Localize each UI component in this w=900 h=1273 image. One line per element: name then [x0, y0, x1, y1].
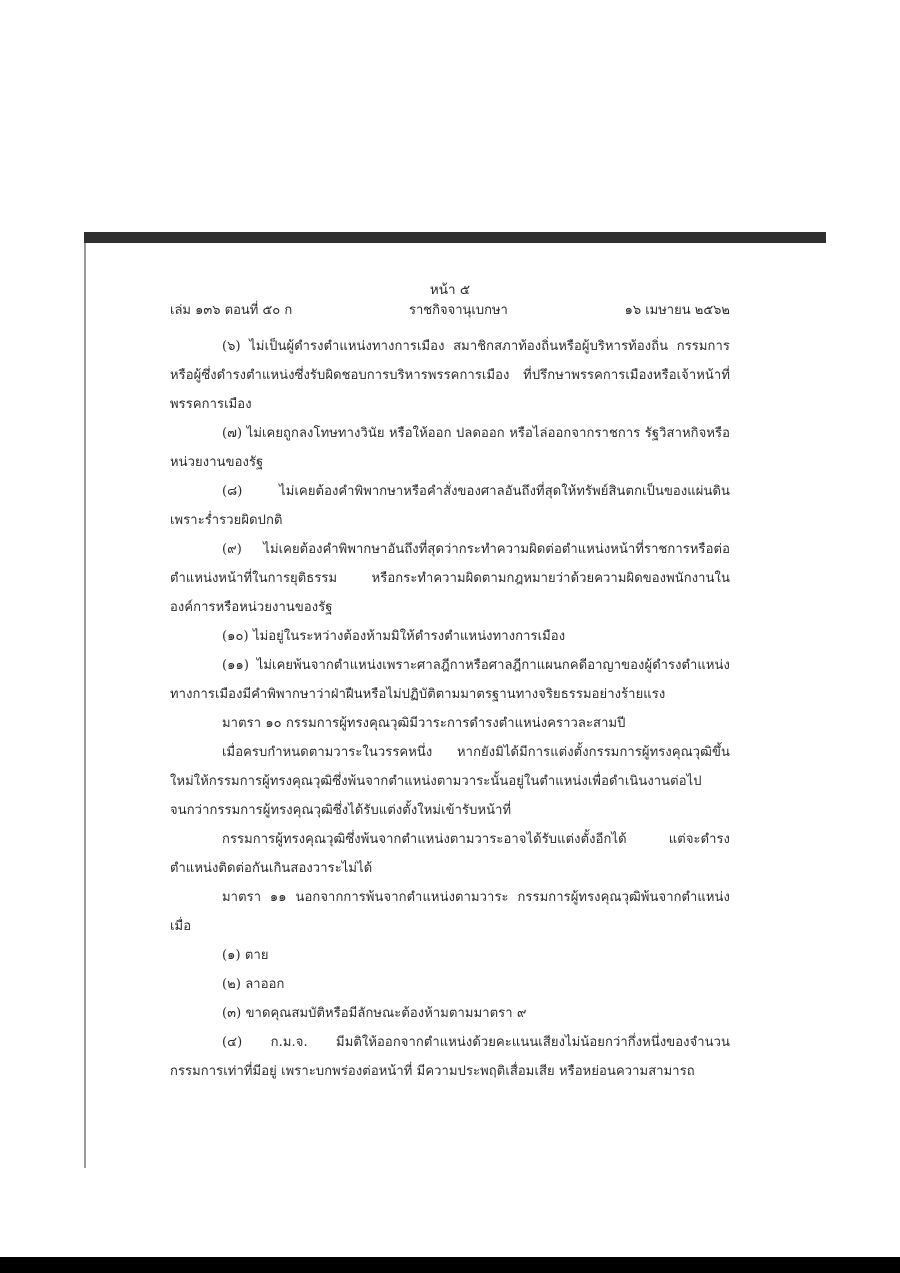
- gazette-name: ราชกิจจานุเบกษา: [409, 303, 508, 318]
- page-number: หน้า ๕: [429, 282, 471, 298]
- volume-issue: เล่ม ๑๓๖ ตอนที่ ๕๐ ก: [170, 303, 293, 318]
- bottom-scan-border: [0, 1257, 900, 1273]
- clause-11: (๑๑) ไม่เคยพ้นจากตำแหน่งเพราะศาลฎีกาหรือศาลฎีกาแผนกคดีอาญาของผู้ดำรงตำแหน่งทางการเมืองมีคำพิพากษาว่าฝ่าฝืนหรือไม่ปฏิบัติตามมาตรฐานทางจริยธรรมอย่างร้ายแรง: [170, 658, 730, 702]
- publication-date: ๑๖ เมษายน ๒๕๖๒: [624, 303, 730, 318]
- section-11-item-1: (๑) ตาย: [222, 948, 269, 963]
- clause-9: (๙) ไม่เคยต้องคำพิพากษาอันถึงที่สุดว่ากระทำความผิดต่อตำแหน่งหน้าที่ราชการหรือต่อตำแหน่งหน้าที่ในการยุติธรรม หรือกระทำความผิดตามกฎหมายว่าด้วยความผิดของพนักงานในองค์การหรือหน่วยงานของรัฐ: [170, 542, 730, 615]
- clause-10: (๑๐) ไม่อยู่ในระหว่างต้องห้ามมิให้ดำรงตำแหน่งทางการเมือง: [222, 629, 566, 644]
- clause-7: (๗) ไม่เคยถูกลงโทษทางวินัย หรือให้ออก ปลดออก หรือไล่ออกจากราชการ รัฐวิสาหกิจหรือหน่วยงานของรัฐ: [170, 426, 730, 470]
- gazette-header: [170, 300, 730, 322]
- left-scan-edge: [84, 243, 86, 1168]
- section-11-heading: มาตรา ๑๑ นอกจากการพ้นจากตำแหน่งตามวาระ กรรมการผู้ทรงคุณวุฒิพ้นจากตำแหน่งเมื่อ: [170, 890, 730, 934]
- section-11-item-3: (๓) ขาดคุณสมบัติหรือมีลักษณะต้องห้ามตามมาตรา ๙: [222, 1006, 527, 1021]
- clause-8: (๘) ไม่เคยต้องคำพิพากษาหรือคำสั่งของศาลอันถึงที่สุดให้ทรัพย์สินตกเป็นของแผ่นดินเพราะร่ำรวยผิดปกติ: [170, 484, 730, 528]
- section-10-paragraph-3: กรรมการผู้ทรงคุณวุฒิซึ่งพ้นจากตำแหน่งตามวาระอาจได้รับแต่งตั้งอีกได้ แต่จะดำรงตำแหน่งติดต่อกันเกินสองวาระไม่ได้: [170, 832, 730, 876]
- section-11-item-4: (๔) ก.ม.จ. มีมติให้ออกจากตำแหน่งด้วยคะแนนเสียงไม่น้อยกว่ากึ่งหนึ่งของจำนวนกรรมการเท่าที่มีอยู่ เพราะบกพร่องต่อหน้าที่ มีความประพฤติเสื่อมเสีย หรือหย่อนความสามารถ: [170, 1035, 730, 1079]
- top-scan-border: [84, 232, 826, 243]
- section-11-item-2: (๒) ลาออก: [222, 977, 285, 992]
- document-body: [170, 332, 730, 1086]
- section-10-paragraph-2: เมื่อครบกำหนดตามวาระในวรรคหนึ่ง หากยังมิได้มีการแต่งตั้งกรรมการผู้ทรงคุณวุฒิขึ้นใหม่ให้กรรมการผู้ทรงคุณวุฒิซึ่งพ้นจากตำแหน่งตามวาระนั้นอยู่ในตำแหน่งเพื่อดำเนินงานต่อไปจนกว่ากรรมการผู้ทรงคุณวุฒิซึ่งได้รับแต่งตั้งใหม่เข้ารับหน้าที่: [170, 745, 730, 818]
- gazette-page: [170, 280, 730, 1086]
- clause-6: (๖) ไม่เป็นผู้ดำรงตำแหน่งทางการเมือง สมาชิกสภาท้องถิ่นหรือผู้บริหารท้องถิ่น กรรมการหรือผู้ซึ่งดำรงตำแหน่งซึ่งรับผิดชอบการบริหารพรรคการเมือง ที่ปรึกษาพรรคการเมืองหรือเจ้าหน้าที่พรรคการเมือง: [170, 339, 730, 412]
- section-10-heading: มาตรา ๑๐ กรรมการผู้ทรงคุณวุฒิมีวาระการดำรงตำแหน่งคราวละสามปี: [222, 716, 626, 731]
